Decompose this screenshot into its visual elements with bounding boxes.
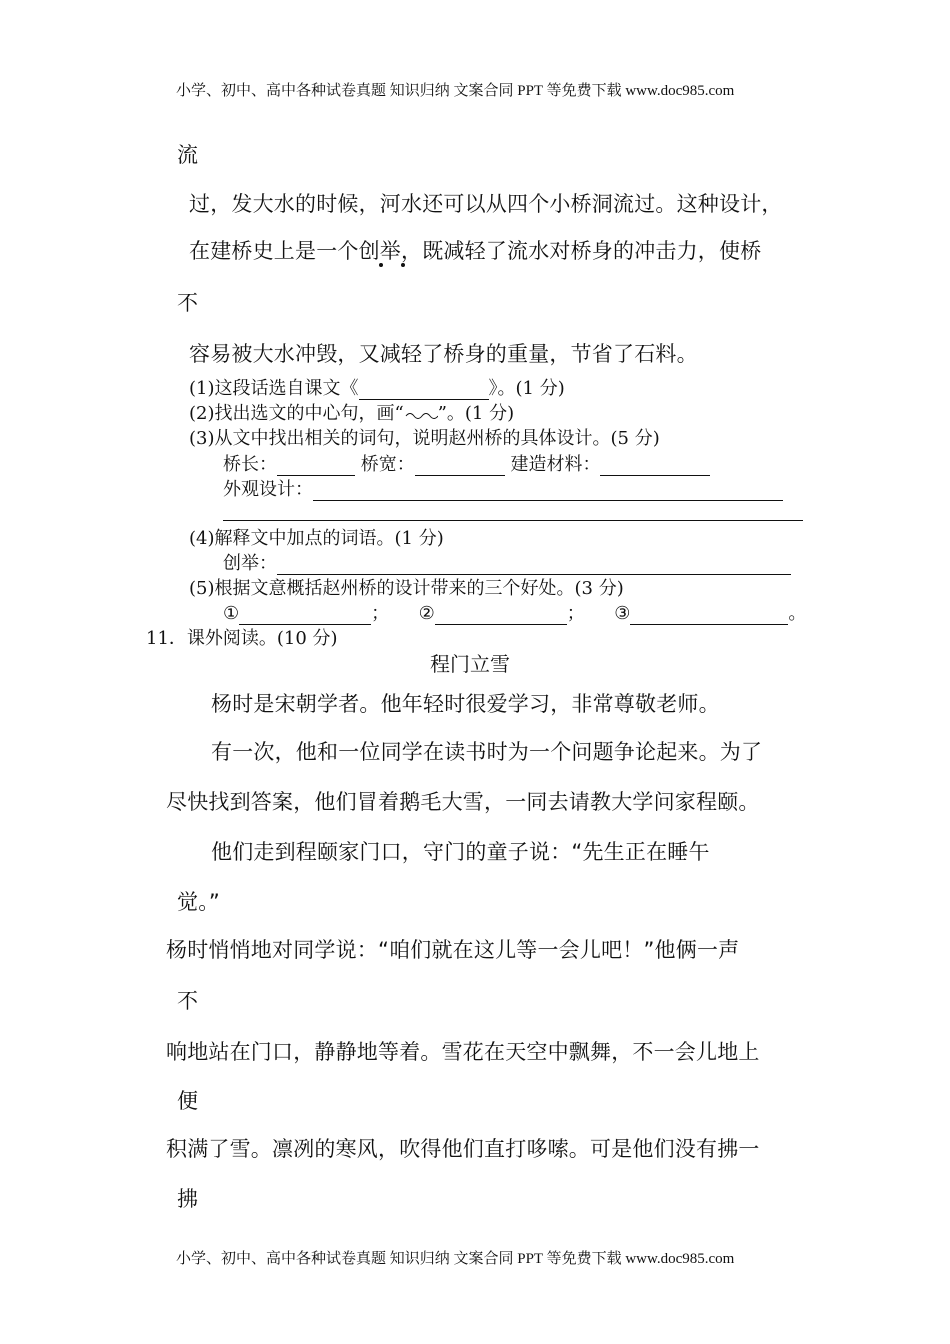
- emphasis-dot: [401, 263, 405, 267]
- definition-blank[interactable]: [277, 556, 791, 575]
- story-line: 杨时悄悄地对同学说：“咱们就在这儿等一会儿吧！”他俩一声: [166, 938, 740, 962]
- answer-line[interactable]: [223, 520, 803, 521]
- passage-line: 不: [177, 291, 199, 315]
- story-line: 响地站在门口，静静地等着。雪花在天空中飘舞，不一会儿地上: [166, 1040, 760, 1064]
- question-4: (4)解释文中加点的词语。(1 分): [189, 528, 444, 549]
- question-2: (2)找出选文的中心句，画“ ”。(1 分): [189, 403, 515, 424]
- bridge-length-blank[interactable]: [277, 457, 355, 476]
- story-line: 不: [177, 989, 199, 1013]
- question-5: (5)根据文意概括赵州桥的设计带来的三个好处。(3 分): [189, 578, 624, 599]
- question-5-answers: ① ； ② ； ③ 。: [223, 603, 807, 624]
- question-4-answer: 创举：: [223, 549, 791, 575]
- wavy-underline-icon: [404, 407, 438, 421]
- story-line: 觉。”: [177, 890, 220, 914]
- passage-line: 过，发大水的时候，河水还可以从四个小桥洞流过。这种设计，: [189, 192, 783, 216]
- material-blank[interactable]: [600, 457, 710, 476]
- story-line: 拂: [177, 1187, 199, 1211]
- story-line: 尽快找到答案，他们冒着鹅毛大雪，一同去请教大学问家程颐。: [166, 790, 760, 814]
- question-3-fields: 桥长： 桥宽： 建造材料：: [223, 450, 710, 476]
- story-line: 积满了雪。凛冽的寒风，吹得他们直打哆嗦。可是他们没有拂一: [166, 1137, 760, 1161]
- passage-line: 流: [177, 143, 199, 167]
- story-line: 杨时是宋朝学者。他年轻时很爱学习，非常尊敬老师。: [211, 692, 720, 716]
- answer-blank[interactable]: [359, 381, 489, 400]
- question-3-design: 外观设计：: [223, 475, 783, 501]
- benefit-blank-3[interactable]: [630, 606, 788, 625]
- page-footer: 小学、初中、高中各种试卷真题 知识归纳 文案合同 PPT 等免费下载 www.doc985.com: [176, 1251, 735, 1267]
- benefit-blank-2[interactable]: [435, 606, 567, 625]
- passage-line: 容易被大水冲毁，又减轻了桥身的重量，节省了石料。: [189, 342, 698, 366]
- benefit-blank-1[interactable]: [239, 606, 371, 625]
- question-1: (1)这段话选自课文《 》。(1 分): [189, 378, 565, 399]
- bridge-width-blank[interactable]: [415, 457, 505, 476]
- story-line: 便: [177, 1089, 199, 1113]
- page-header: 小学、初中、高中各种试卷真题 知识归纳 文案合同 PPT 等免费下载 www.doc985.com: [176, 83, 735, 99]
- story-line: 有一次，他和一位同学在读书时为一个问题争论起来。为了: [211, 740, 763, 764]
- passage-line: 在建桥史上是一个创举，既减轻了流水对桥身的冲击力，使桥: [189, 239, 762, 263]
- design-blank[interactable]: [313, 482, 783, 501]
- story-title: 程门立雪: [430, 652, 510, 676]
- question-3: (3)从文中找出相关的词句，说明赵州桥的具体设计。(5 分): [189, 428, 660, 449]
- section-11-label: 11．课外阅读。(10 分): [146, 628, 338, 649]
- emphasis-dot: [379, 263, 383, 267]
- story-line: 他们走到程颐家门口，守门的童子说：“先生正在睡午: [211, 840, 710, 864]
